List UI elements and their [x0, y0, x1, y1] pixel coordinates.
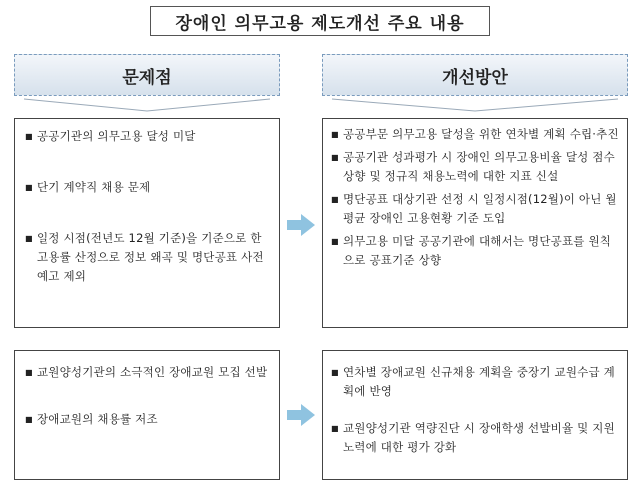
chevron-down-icon	[14, 98, 280, 114]
bullet-icon: ■	[25, 415, 33, 424]
problems-heading: 문제점	[14, 54, 280, 96]
page-title: 장애인 의무고용 제도개선 주요 내용	[150, 6, 490, 36]
bullet-icon: ■	[25, 132, 33, 141]
list-item: ■ 의무고용 미달 공공기관에 대해서는 명단공표를 원칙으로 공표기준 상향	[331, 234, 612, 267]
bullet-icon: ■	[331, 424, 339, 433]
bullet-icon: ■	[331, 130, 339, 139]
list-item: ■ 장애교원의 채용률 저조	[25, 410, 269, 429]
bullet-icon: ■	[25, 183, 33, 192]
list-item: ■ 일정 시점(전년도 12월 기준)을 기준으로 한 고용률 산정으로 정보 왜곡 및 명단공표 사전예고 제외	[25, 231, 264, 283]
problems-teacher-panel	[14, 350, 280, 480]
improvements-public-panel	[322, 118, 628, 328]
bullet-icon: ■	[25, 234, 33, 243]
list-item: ■ 공공부문 의무고용 달성을 위한 연차별 계획 수립·추진	[331, 125, 619, 144]
list-item: ■ 명단공표 대상기관 선정 시 일정시점(12월)이 아닌 월평균 장애인 고용현황 기준 도입	[331, 192, 617, 225]
list-item: ■ 공공기관의 의무고용 달성 미달	[25, 127, 269, 146]
right-arrow-icon	[287, 214, 315, 236]
improvements-heading: 개선방안	[322, 54, 628, 96]
list-item: ■ 교원양성기관 역량진단 시 장애학생 선발비율 및 지원 노력에 대한 평가 강화	[331, 421, 615, 454]
bullet-icon: ■	[331, 153, 339, 162]
list-item: ■ 교원양성기관의 소극적인 장애교원 모집 선발	[25, 363, 269, 382]
list-item: ■ 공공기관 성과평가 시 장애인 의무고용비율 달성 점수 상향 및 정규직 채용노력에 대한 지표 신설	[331, 150, 615, 183]
chevron-down-icon	[322, 98, 628, 114]
bullet-icon: ■	[25, 368, 33, 377]
bullet-icon: ■	[331, 368, 339, 377]
list-item: ■ 연차별 장애교원 신규채용 계획을 중장기 교원수급 계획에 반영	[331, 365, 615, 398]
problems-public-panel	[14, 118, 280, 328]
bullet-icon: ■	[331, 237, 339, 246]
improvements-teacher-panel	[322, 350, 628, 480]
bullet-icon: ■	[331, 195, 339, 204]
list-item: ■ 단기 계약직 채용 문제	[25, 178, 269, 197]
right-arrow-icon	[287, 404, 315, 426]
